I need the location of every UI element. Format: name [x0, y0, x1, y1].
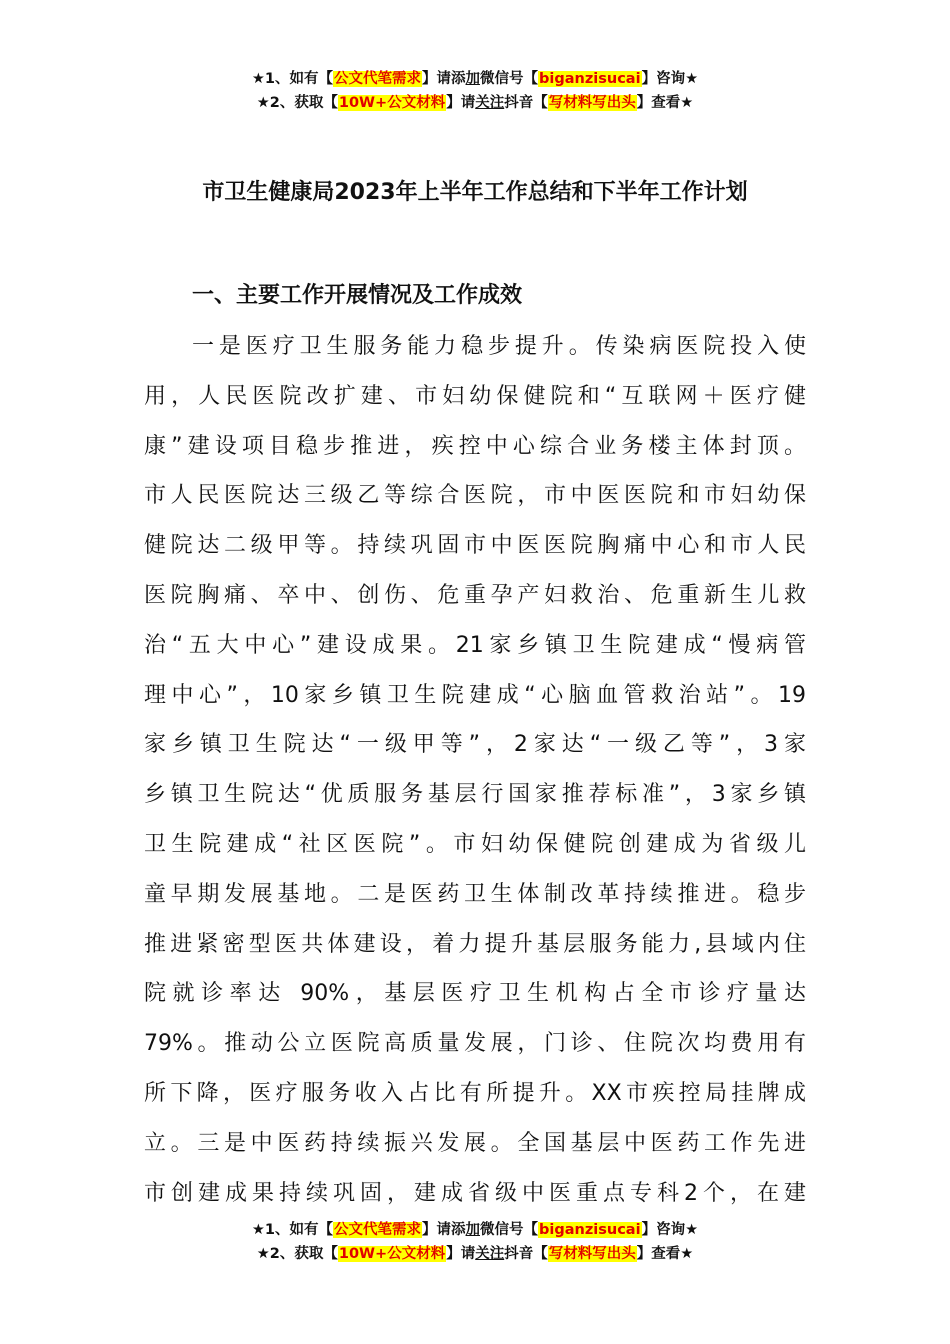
body-line: 乡镇卫生院达“优质服务基层行国家推荐标准”，3家乡镇 [144, 782, 806, 808]
body-line: 童早期发展基地。二是医药卫生体制改革持续推进。稳步 [144, 881, 806, 907]
banner-line-2: ★2、获取【10W+公文材料】请关注抖音【写材料写出头】查看★ [256, 1246, 694, 1262]
highlight-wechat-id: biganzisucai [539, 71, 641, 87]
document-title: 市卫生健康局2023年上半年工作总结和下半年工作计划 [202, 180, 748, 205]
body-line: 立。三是中医药持续振兴发展。全国基层中医药工作先进 [144, 1130, 806, 1156]
banner-line-1: ★1、如有【公文代笔需求】请添加微信号【biganzisucai】咨询★ [251, 71, 699, 87]
body-line: 康”建设项目稳步推进，疾控中心综合业务楼主体封顶。 [144, 433, 806, 459]
banner-line-2: ★2、获取【10W+公文材料】请关注抖音【写材料写出头】查看★ [256, 95, 694, 111]
bottom-banner [0, 1218, 950, 1266]
body-line: 市人民医院达三级乙等综合医院，市中医医院和市妇幼保 [144, 483, 806, 509]
highlight-materials: 10W+公文材料 [338, 95, 446, 111]
body-line: 理中心”，10家乡镇卫生院建成“心脑血管救治站”。19 [144, 682, 806, 708]
highlight-wechat-id: biganzisucai [539, 1222, 641, 1238]
highlight-douyin-id: 写材料写出头 [548, 1246, 636, 1262]
body-line: 健院达二级甲等。持续巩固市中医医院胸痛中心和市人民 [144, 533, 806, 559]
body-line: 所下降，医疗服务收入占比有所提升。XX市疾控局挂牌成 [144, 1080, 806, 1106]
body-line: 医院胸痛、卒中、创伤、危重孕产妇救治、危重新生儿救 [144, 582, 806, 608]
body-paragraph [144, 322, 806, 1218]
body-line: 推进紧密型医共体建设，着力提升基层服务能力,县域内住 [144, 931, 806, 957]
body-line: 用，人民医院改扩建、市妇幼保健院和“互联网＋医疗健 [144, 383, 806, 409]
banner-line-1: ★1、如有【公文代笔需求】请添加微信号【biganzisucai】咨询★ [251, 1222, 699, 1238]
body-line: 市创建成果持续巩固，建成省级中医重点专科2个，在建 [144, 1180, 806, 1206]
top-banner [0, 67, 950, 115]
highlight-service: 公文代笔需求 [334, 1222, 422, 1238]
body-line: 卫生院建成“社区医院”。市妇幼保健院创建成为省级儿 [144, 831, 806, 857]
highlight-service: 公文代笔需求 [334, 71, 422, 87]
body-line: 治“五大中心”建设成果。21家乡镇卫生院建成“慢病管 [144, 632, 806, 658]
highlight-douyin-id: 写材料写出头 [548, 95, 636, 111]
highlight-materials: 10W+公文材料 [338, 1246, 446, 1262]
body-line: 家乡镇卫生院达“一级甲等”，2家达“一级乙等”，3家 [144, 732, 806, 758]
body-line: 79%。推动公立医院高质量发展，门诊、住院次均费用有 [144, 1031, 806, 1057]
body-line: 院就诊率达 90%，基层医疗卫生机构占全市诊疗量达 [144, 981, 806, 1007]
body-line: 一是医疗卫生服务能力稳步提升。传染病医院投入使 [192, 334, 806, 359]
section-heading: 一、主要工作开展情况及工作成效 [192, 283, 523, 308]
